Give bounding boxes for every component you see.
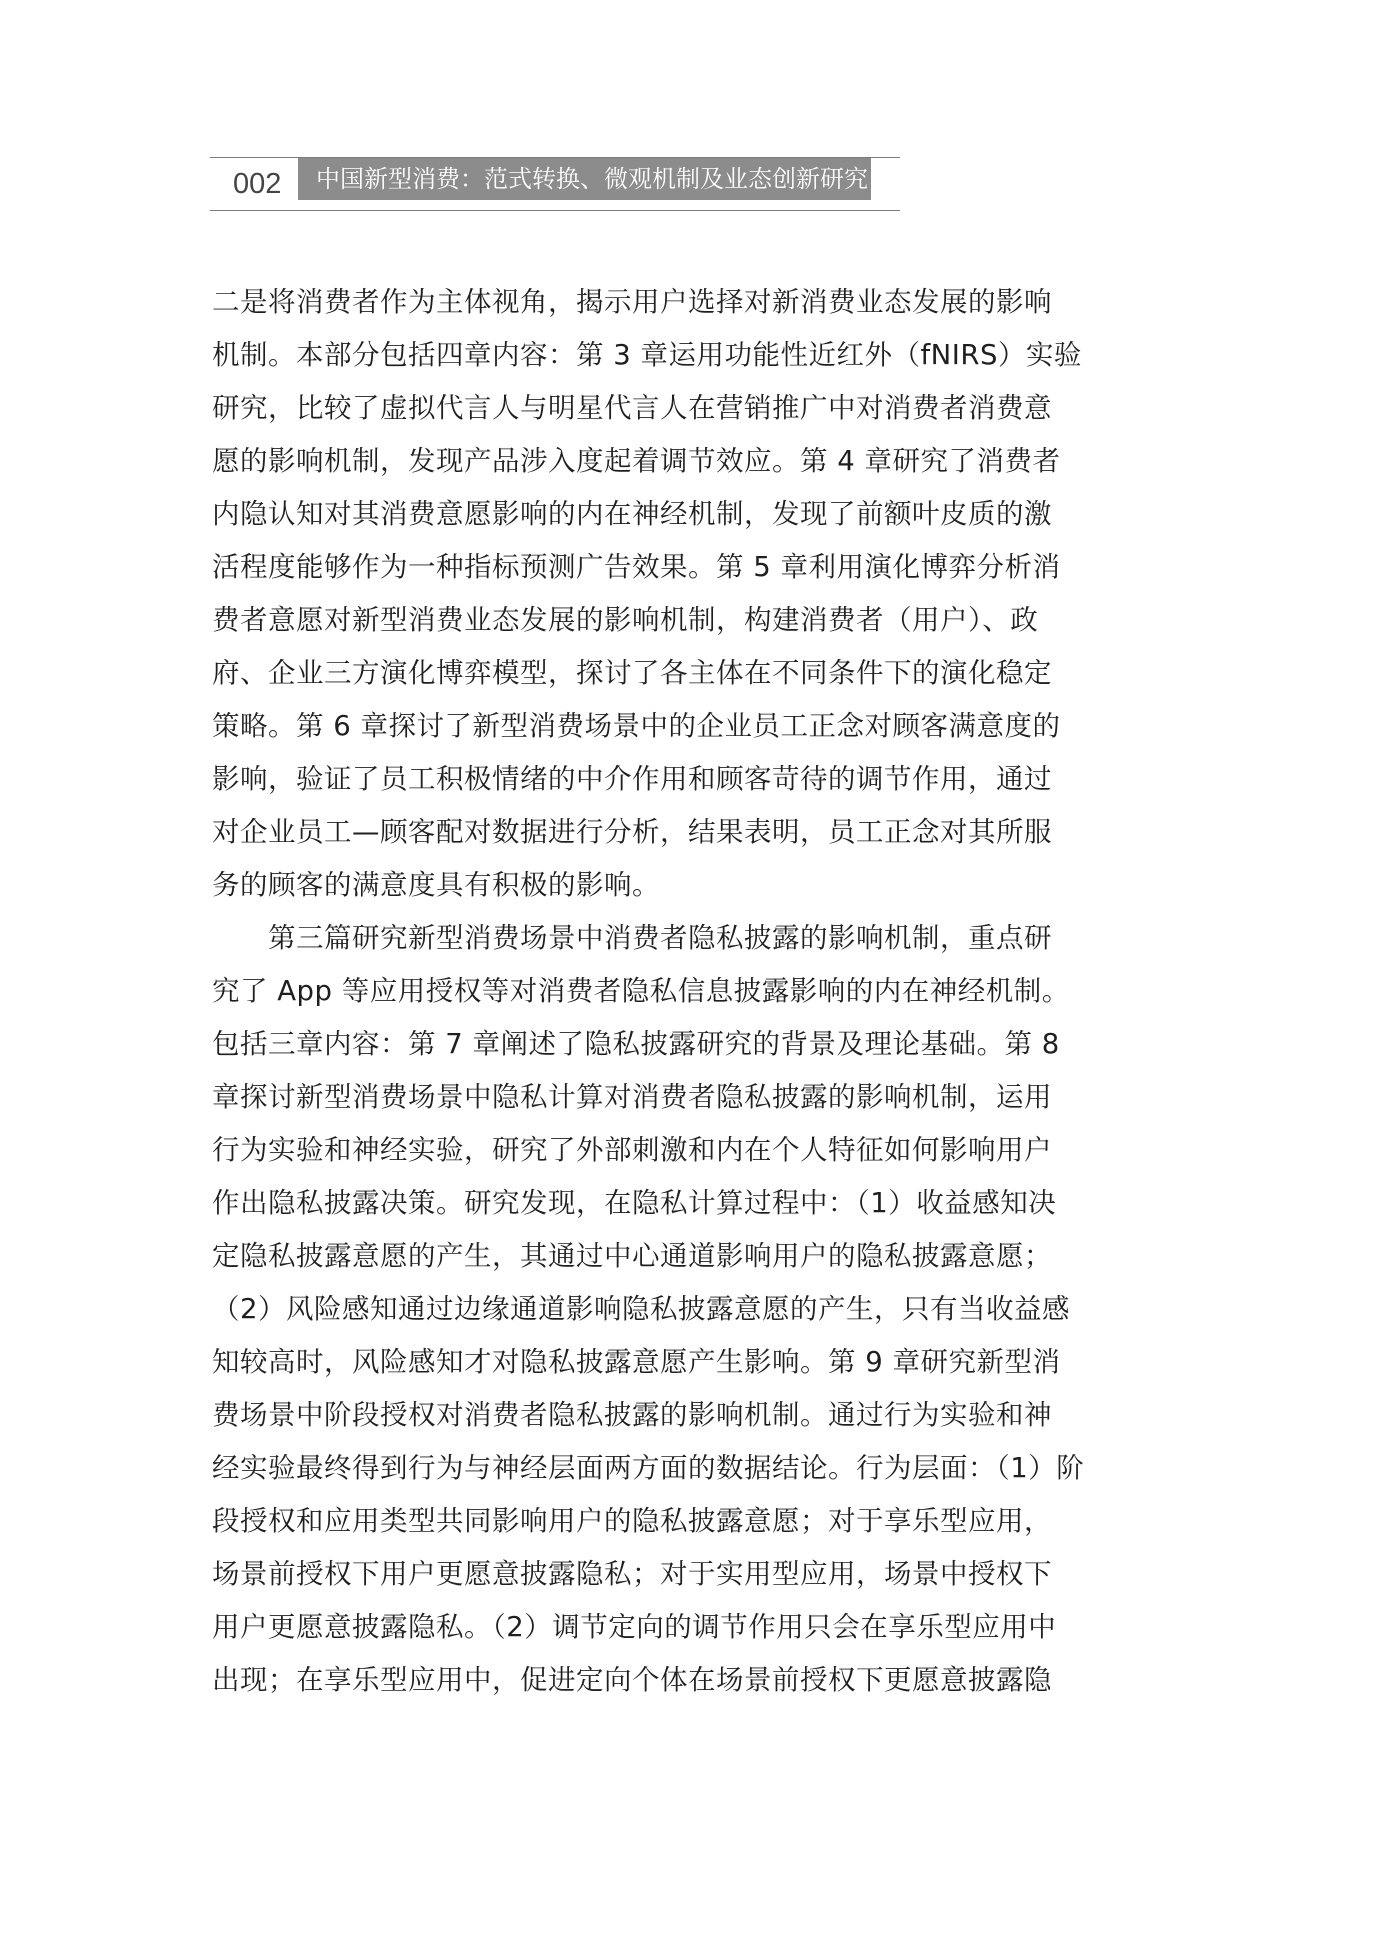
text-line: （2）风险感知通过边缘通道影响隐私披露意愿的产生，只有当收益感: [212, 1293, 1070, 1325]
text-line: 用户更愿意披露隐私。（2）调节定向的调节作用只会在享乐型应用中: [212, 1611, 1057, 1643]
text-line: 定隐私披露意愿的产生，其通过中心通道影响用户的隐私披露意愿；: [212, 1240, 1052, 1272]
text-line: 第三篇研究新型消费场景中消费者隐私披露的影响机制，重点研: [212, 922, 1052, 954]
text-line: 知较高时，风险感知才对隐私披露意愿产生影响。第 9 章研究新型消: [212, 1346, 1061, 1378]
text-line: 研究，比较了虚拟代言人与明星代言人在营销推广中对消费者消费意: [212, 392, 1052, 424]
text-line: 场景前授权下用户更愿意披露隐私；对于实用型应用，场景中授权下: [212, 1558, 1052, 1590]
body-text: [212, 276, 1162, 1707]
text-line: 费场景中阶段授权对消费者隐私披露的影响机制。通过行为实验和神: [212, 1399, 1052, 1431]
text-line: 段授权和应用类型共同影响用户的隐私披露意愿；对于享乐型应用，: [212, 1505, 1052, 1537]
text-line: 作出隐私披露决策。研究发现，在隐私计算过程中：（1）收益感知决: [212, 1187, 1057, 1219]
text-line: 究了 App 等应用授权等对消费者隐私信息披露影响的内在神经机制。: [212, 975, 1070, 1007]
text-line: 务的顾客的满意度具有积极的影响。: [212, 869, 660, 901]
text-line: 机制。本部分包括四章内容：第 3 章运用功能性近红外（fNIRS）实验: [212, 339, 1082, 371]
book-title: 中国新型消费：范式转换、微观机制及业态创新研究: [316, 165, 868, 193]
header-bottom-rule: [210, 210, 900, 211]
text-line: 活程度能够作为一种指标预测广告效果。第 5 章利用演化博弈分析消: [212, 551, 1061, 583]
text-line: 经实验最终得到行为与神经层面两方面的数据结论。行为层面：（1）阶: [212, 1452, 1085, 1484]
text-line: 二是将消费者作为主体视角，揭示用户选择对新消费业态发展的影响: [212, 286, 1052, 318]
running-header: [210, 157, 900, 211]
text-line: 府、企业三方演化博弈模型，探讨了各主体在不同条件下的演化稳定: [212, 657, 1052, 689]
text-line: 内隐认知对其消费意愿影响的内在神经机制，发现了前额叶皮质的激: [212, 498, 1052, 530]
text-line: 策略。第 6 章探讨了新型消费场景中的企业员工正念对顾客满意度的: [212, 710, 1061, 742]
text-line: 对企业员工—顾客配对数据进行分析，结果表明，员工正念对其所服: [212, 816, 1052, 848]
text-line: 愿的影响机制，发现产品涉入度起着调节效应。第 4 章研究了消费者: [212, 445, 1061, 477]
text-line: 费者意愿对新型消费业态发展的影响机制，构建消费者（用户）、政: [212, 604, 1039, 636]
text-line: 行为实验和神经实验，研究了外部刺激和内在个人特征如何影响用户: [212, 1134, 1052, 1166]
page-number: 002: [233, 168, 282, 200]
book-title-banner: [298, 158, 871, 200]
text-line: 章探讨新型消费场景中隐私计算对消费者隐私披露的影响机制，运用: [212, 1081, 1052, 1113]
text-line: 包括三章内容：第 7 章阐述了隐私披露研究的背景及理论基础。第 8: [212, 1028, 1060, 1060]
text-line: 出现；在享乐型应用中，促进定向个体在场景前授权下更愿意披露隐: [212, 1664, 1052, 1696]
text-line: 影响，验证了员工积极情绪的中介作用和顾客苛待的调节作用，通过: [212, 763, 1052, 795]
